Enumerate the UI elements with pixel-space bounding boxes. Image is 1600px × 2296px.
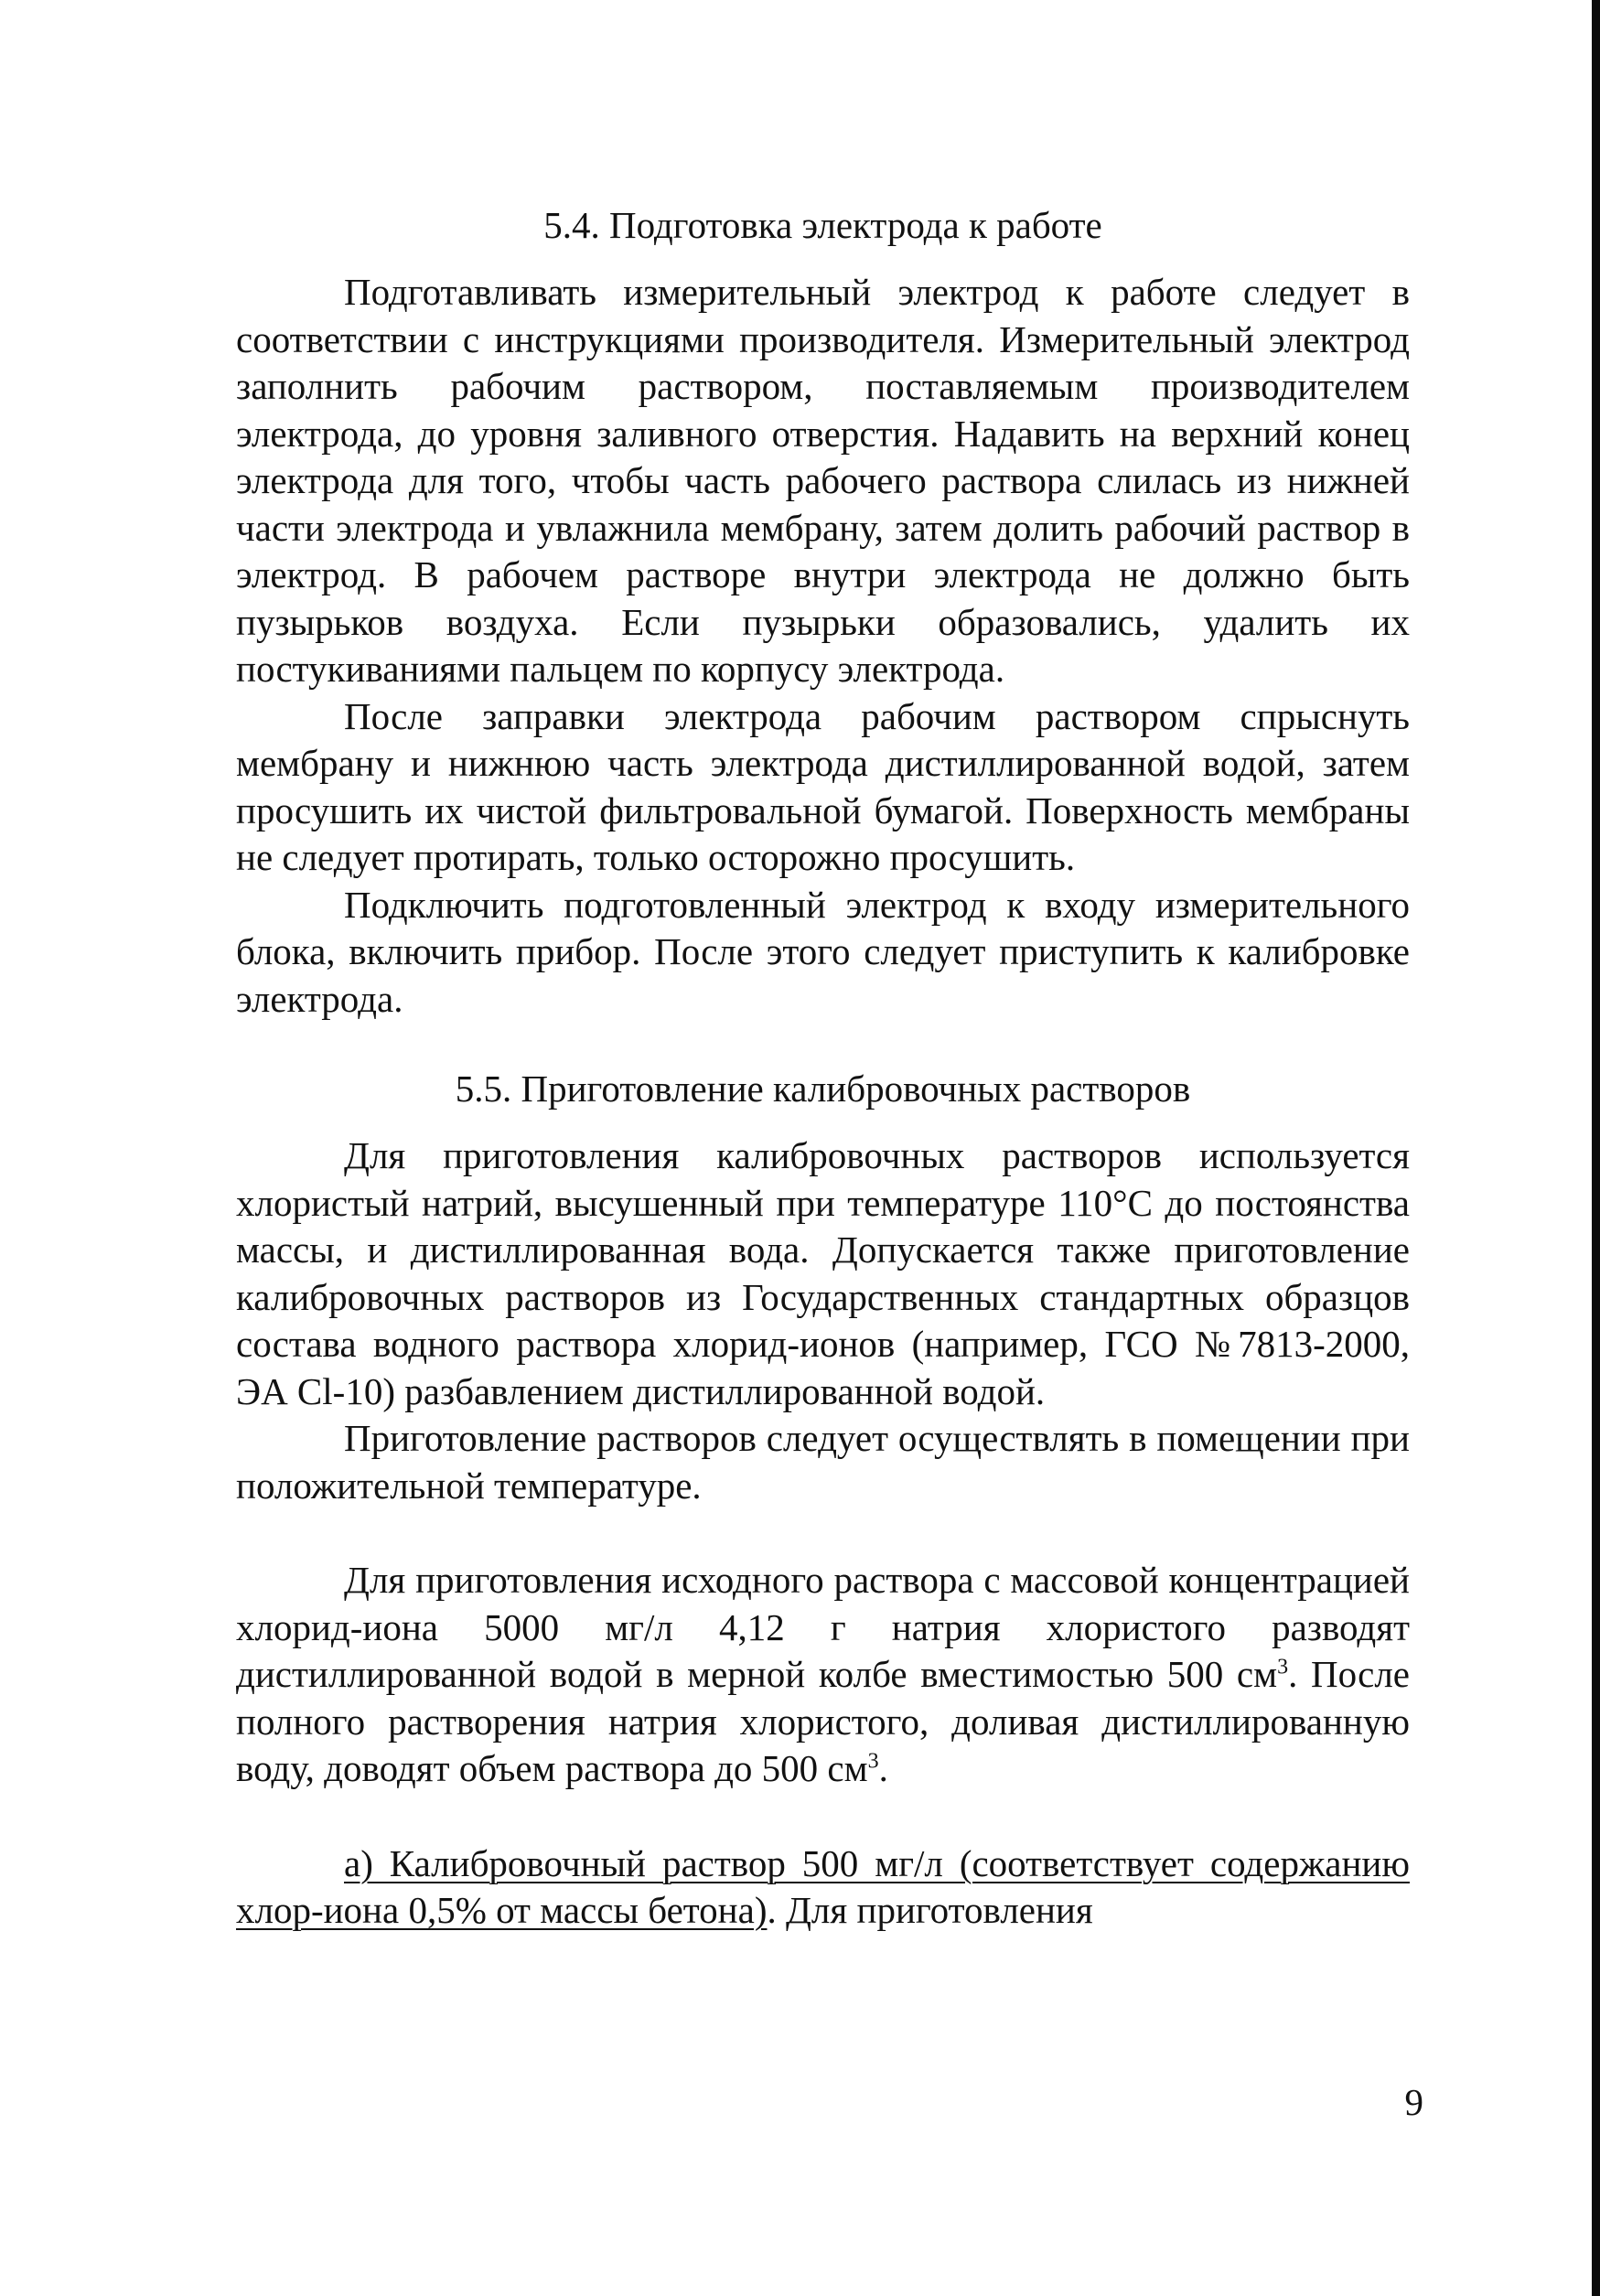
section-5-5-paragraph-4 [236, 1840, 1410, 1935]
section-5-5-paragraph-2: Приготовление растворов следует осуществлять в помещении при положительной температуре. [236, 1417, 1410, 1507]
section-5-4-paragraph-2: После заправки электрода рабочим раствором спрыснуть мембрану и нижнюю часть электрода дистиллированной водой, затем просушить их чистой фильтровальной бумагой. Поверхность мембраны не следует протирать, только осторожно просушить. [236, 694, 1410, 878]
paragraph-3-text-c: . [878, 1747, 888, 1789]
section-5-5-paragraph-1: Для приготовления калибровочных растворов используется хлористый натрий, высушенный при температуре 110°С до постоянства массы, и дистиллированная вода. Допускается также приготовление калибровочных растворов из Государственных стандартных образцов состава водного раствора хлорид-ионов (например, ГСО №7813-2000, ЭА Cl-10) разбавлением дистиллированной водой. [236, 1134, 1410, 1412]
document-body [236, 201, 1410, 1935]
superscript-cubic-1: 3 [1277, 1655, 1289, 1679]
paragraph-3-text-b: . После полного растворения натрия хлористого, доливая дистиллированную воду, доводят объем раствора до 500 см [236, 1653, 1410, 1789]
page-number: 9 [1404, 2081, 1423, 2123]
page-edge-shadow [1592, 0, 1600, 2296]
calibration-solution-a-underlined: а) Калибровочный раствор 500 мг/л (соответствует содержанию хлор-иона 0,5% от массы бетона) [236, 1841, 1410, 1931]
paragraph-4-rest: . Для приготовления [767, 1889, 1093, 1931]
paragraph-3-text-a: Для приготовления исходного раствора с массовой концентрацией хлорид-иона 5000 мг/л 4,12 г натрия хлористого разводят дистиллированной водой в мерной колбе вместимостью 500 см [236, 1559, 1410, 1695]
section-5-4-heading: 5.4. Подготовка электрода к работе [543, 204, 1102, 246]
section-5-5-paragraph-3 [236, 1557, 1410, 1793]
section-5-5-heading: 5.5. Приготовление калибровочных растворов [455, 1068, 1191, 1110]
section-5-4-paragraph-1: Подготавливать измерительный электрод к работе следует в соответствии с инструкциями производителя. Измерительный электрод заполнить рабочим раствором, поставляемым производителем электрода, до уровня заливного отверстия. Надавить на верхний конец электрода для того, чтобы часть рабочего раствора слилась из нижней части электрода и увлажнила мембрану, затем долить рабочий раствор в электрод. В рабочем растворе внутри электрода не должно быть пузырьков воздуха. Если пузырьки образовались, удалить их постукиваниями пальцем по корпусу электрода. [236, 271, 1410, 690]
section-5-4-paragraph-3: Подключить подготовленный электрод к входу измерительного блока, включить прибор. После этого следует приступить к калибровке электрода. [236, 883, 1410, 1020]
superscript-cubic-2: 3 [867, 1749, 879, 1774]
